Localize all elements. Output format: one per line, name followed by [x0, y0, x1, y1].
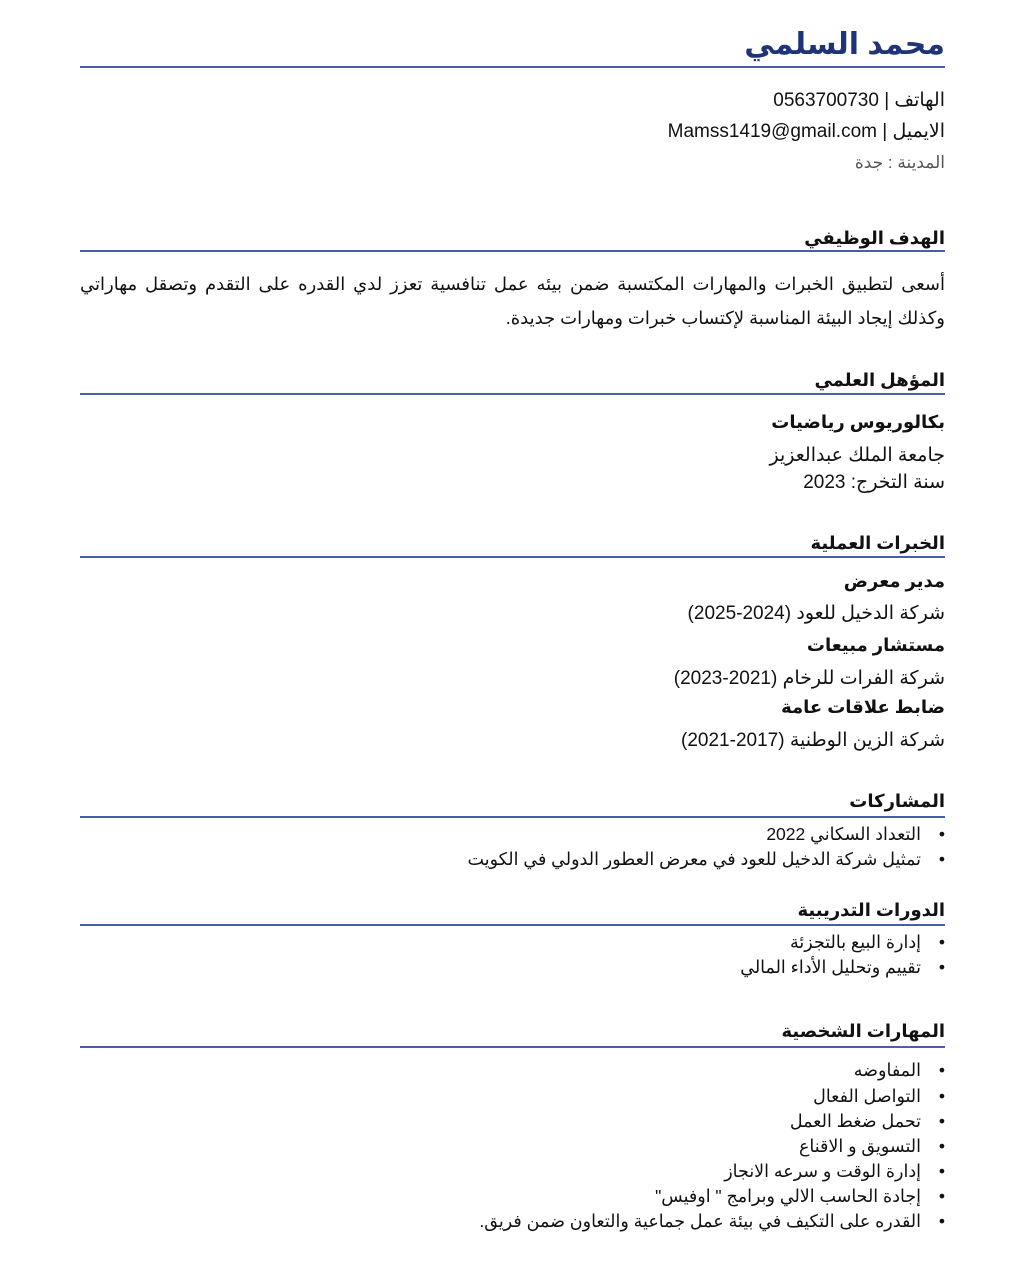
degree: بكالوريوس رياضيات [771, 412, 945, 432]
list-item: • التسويق و الاقناع [799, 1138, 945, 1156]
list-item: • القدره على التكيف في بيئة عمل جماعية والتعاون ضمن فريق. [479, 1213, 945, 1231]
candidate-name: محمد السلمي [744, 28, 945, 61]
job-role: مدير معرض [843, 571, 945, 591]
section-title-skills: المهارات الشخصية [781, 1021, 945, 1041]
job-company: شركة الفرات للرخام (2021-2023) [673, 668, 945, 689]
city: المدينة : جدة [854, 153, 945, 172]
divider [80, 816, 945, 818]
list-item: • المفاوضه [854, 1062, 945, 1080]
divider [80, 924, 945, 926]
phone: الهاتف | 0563700730 [773, 90, 945, 111]
graduation-year: سنة التخرج: 2023 [803, 472, 945, 493]
list-item: • إدارة الوقت و سرعه الانجاز [724, 1163, 945, 1181]
job-role: ضابط علاقات عامة [781, 697, 945, 717]
section-title-education: المؤهل العلمي [814, 370, 945, 390]
university: جامعة الملك عبدالعزيز [769, 445, 945, 466]
list-item: • إجادة الحاسب الالي وبرامج " اوفيس" [655, 1188, 945, 1206]
divider [80, 66, 945, 68]
section-title-experience: الخبرات العملية [810, 533, 945, 553]
divider [80, 556, 945, 558]
divider [80, 1046, 945, 1048]
section-title-participations: المشاركات [849, 791, 945, 811]
section-title-objective: الهدف الوظيفي [804, 228, 945, 248]
list-item: • تمثيل شركة الدخيل للعود في معرض العطور الدولي في الكويت [468, 851, 945, 869]
section-title-courses: الدورات التدريبية [797, 900, 945, 920]
list-item: • التواصل الفعال [813, 1088, 945, 1106]
list-item: • التعداد السكاني 2022 [766, 826, 945, 844]
email: الايميل | Mamss1419@gmail.com [667, 121, 945, 142]
job-company: شركة الزين الوطنية (2017-2021) [681, 730, 945, 751]
job-company: شركة الدخيل للعود (2024-2025) [687, 603, 945, 624]
list-item: • تحمل ضغط العمل [790, 1113, 945, 1131]
job-role: مستشار مبيعات [806, 635, 945, 655]
objective-text: أسعى لتطبيق الخبرات والمهارات المكتسبة ضمن بيئه عمل تنافسية تعزز لدي القدره على التقدم وتصقل مهاراتي وكذلك إيجاد البيئة المناسبة لإكتساب خبرات ومهارات جديدة. [80, 274, 945, 328]
list-item: • تقييم وتحليل الأداء المالي [740, 959, 945, 977]
divider [80, 393, 945, 395]
list-item: • إدارة البيع بالتجزئة [790, 934, 945, 952]
divider [80, 250, 945, 252]
